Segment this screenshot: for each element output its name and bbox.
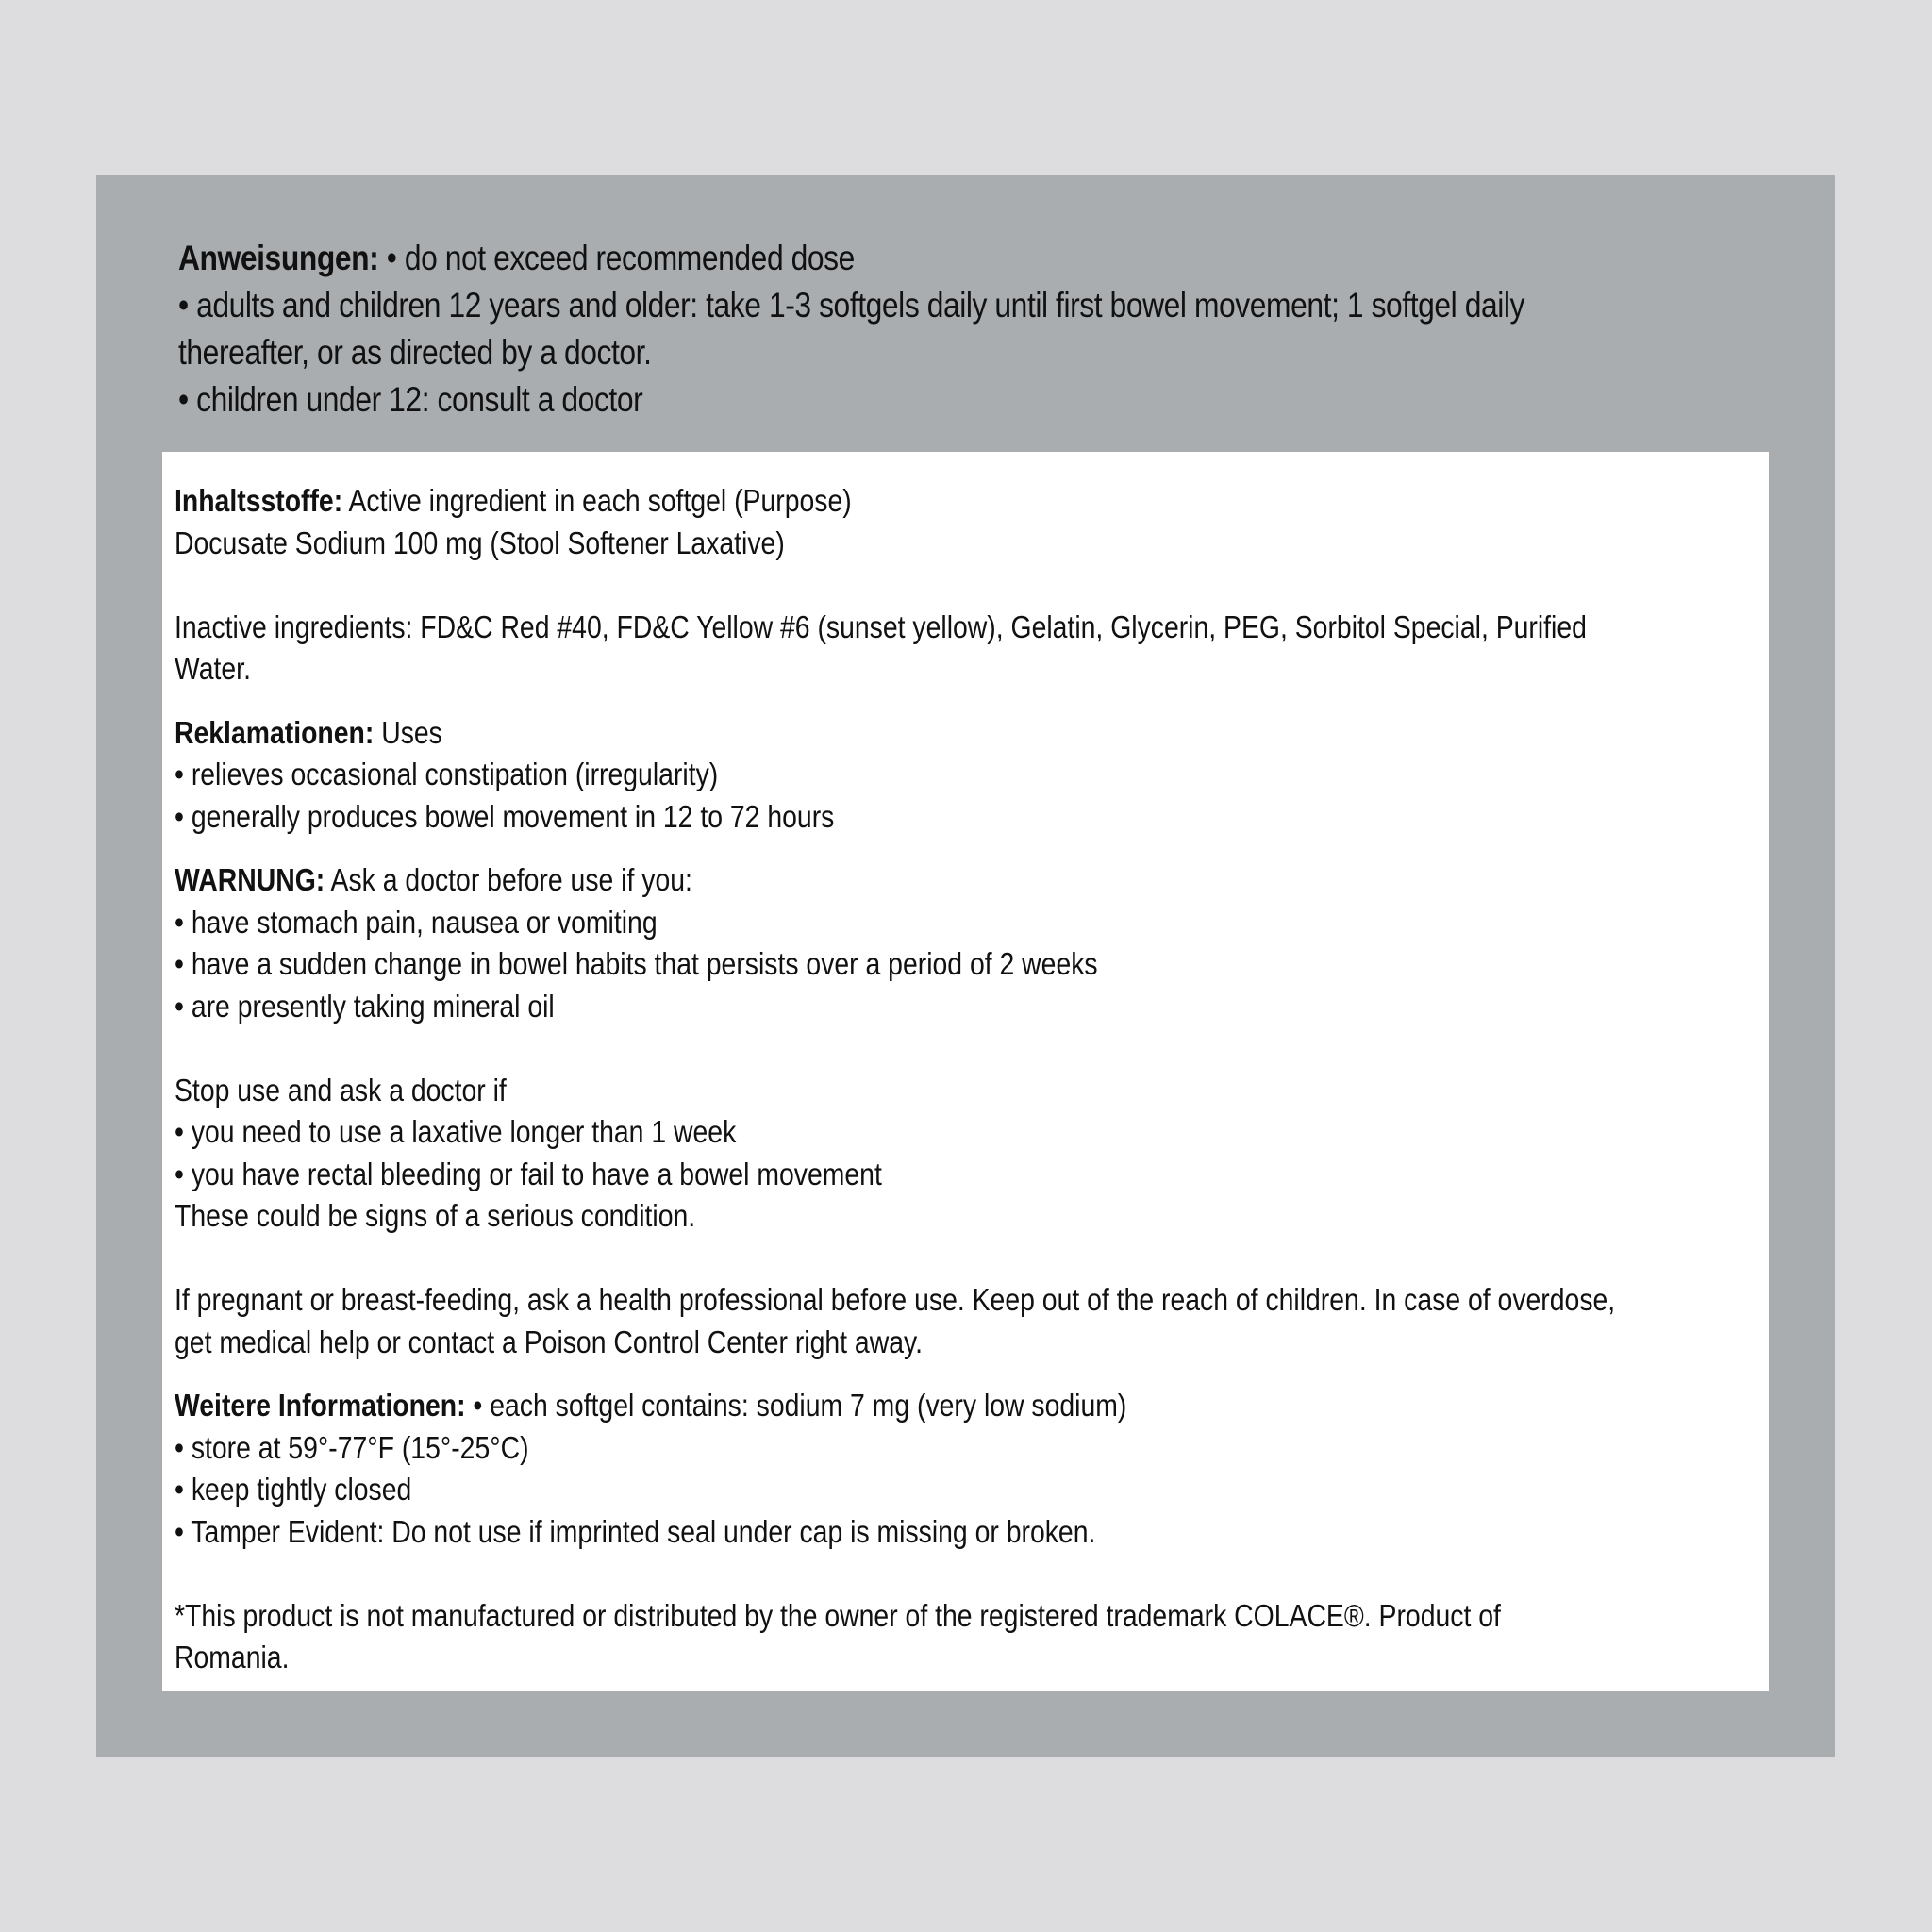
details-text (175, 480, 1765, 1679)
inactive-ingredients-line-2: Water. (175, 651, 251, 686)
claims-first-line: Uses (374, 714, 442, 750)
warning-item: • have stomach pain, nausea or vomiting (175, 904, 658, 940)
pregnancy-line-2: get medical help or contact a Poison Control Center right away. (175, 1324, 923, 1359)
warning-item: • have a sudden change in bowel habits that persists over a period of 2 weeks (175, 946, 1098, 981)
more-info-item: • keep tightly closed (175, 1472, 412, 1507)
ingredients-label: Inhaltsstoffe: (175, 483, 343, 518)
stop-use-item: • you need to use a laxative longer than 1 week (175, 1114, 737, 1149)
directions-line-2: • adults and children 12 years and older: take 1-3 softgels daily until first bowel movement; 1 softgel daily (178, 286, 1525, 325)
directions-section (178, 235, 1785, 424)
pregnancy-line-1: If pregnant or breast-feeding, ask a health professional before use. Keep out of the reach of children. In case of overdose, (175, 1282, 1616, 1317)
claims-item: • relieves occasional constipation (irregularity) (175, 757, 719, 791)
claims-label: Reklamationen: (175, 714, 375, 750)
directions-label: Anweisungen: (178, 239, 379, 277)
ingredients-line-2: Docusate Sodium 100 mg (Stool Softener Laxative) (175, 525, 785, 560)
stop-use-item: • you have rectal bleeding or fail to have a bowel movement (175, 1156, 882, 1191)
warning-line-1 (175, 859, 1765, 902)
ingredients-first-line: Active ingredient in each softgel (Purpose) (342, 483, 852, 518)
more-info-label: Weitere Informationen: (175, 1388, 466, 1423)
claims-line-1 (175, 712, 1765, 755)
ingredients-line-1 (175, 480, 1765, 523)
directions-line-4: • children under 12: consult a doctor (178, 380, 643, 419)
disclaimer-line-1: *This product is not manufactured or distributed by the owner of the registered trademark COLACE®. Product of (175, 1597, 1501, 1633)
stop-use-line: Stop use and ask a doctor if (175, 1072, 507, 1108)
more-info-item: • Tamper Evident: Do not use if imprinted seal under cap is missing or broken. (175, 1513, 1096, 1549)
details-box (162, 452, 1769, 1691)
inactive-ingredients-line-1: Inactive ingredients: FD&C Red #40, FD&C Yellow #6 (sunset yellow), Gelatin, Glycerin, PEG, Sorbitol Special, Purified (175, 608, 1587, 644)
warning-first-line: Ask a doctor before use if you: (325, 862, 692, 897)
more-info-line-1 (175, 1385, 1765, 1427)
warning-item: • are presently taking mineral oil (175, 988, 555, 1024)
label-panel (96, 175, 1835, 1757)
claims-item: • generally produces bowel movement in 12 to 72 hours (175, 798, 835, 834)
disclaimer-line-2: Romania. (175, 1640, 290, 1674)
directions-line-3: thereafter, or as directed by a doctor. (178, 333, 652, 372)
directions-line-1 (178, 235, 1785, 282)
warning-label: WARNUNG: (175, 862, 325, 897)
more-info-first-line: • each softgel contains: sodium 7 mg (very low sodium) (465, 1388, 1127, 1423)
serious-condition-line: These could be signs of a serious condition. (175, 1198, 696, 1233)
directions-item-1: • do not exceed recommended dose (378, 239, 855, 277)
more-info-item: • store at 59°-77°F (15°-25°C) (175, 1429, 529, 1465)
